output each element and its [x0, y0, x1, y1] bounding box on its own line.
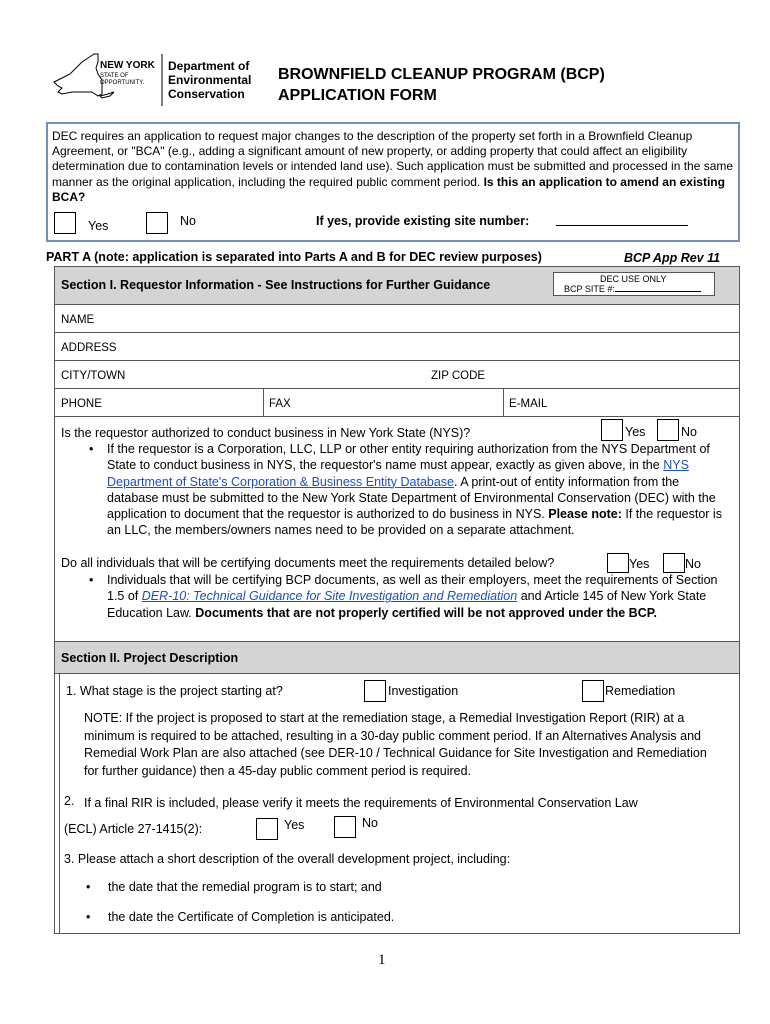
rir-no-label: No: [362, 816, 378, 830]
amend-bca-options: [54, 212, 734, 238]
city-zip-row[interactable]: [55, 361, 739, 389]
amend-question: Is this an application to amend an existing BCA?: [52, 174, 725, 204]
nys-authorized-yes-label: Yes: [625, 425, 646, 439]
investigation-checkbox[interactable]: [364, 680, 386, 702]
logo-dept-line2: Environmental: [168, 73, 252, 87]
nys-dec-logo: [52, 48, 262, 110]
rir-yes-label: Yes: [284, 818, 305, 832]
rir-question-line1: If a final RIR is included, please verify it meets the requirements of Environmental Conservation Law: [84, 796, 638, 810]
nys-authorized-no-label: No: [681, 425, 697, 439]
site-number-field[interactable]: [556, 225, 688, 226]
amend-no-checkbox[interactable]: [146, 212, 168, 234]
section-1-title: Section I. Requestor Information - See Instructions for Further Guidance: [61, 278, 491, 292]
investigation-label: Investigation: [388, 684, 459, 698]
section-2-title: Section II. Project Description: [61, 651, 239, 665]
certifying-no-label: No: [685, 557, 701, 571]
site-number-label: If yes, provide existing site number:: [316, 214, 530, 228]
section-2-project: [54, 642, 740, 934]
certifying-question: Do all individuals that will be certifying documents meet the requirements detailed below?: [61, 556, 555, 570]
certifying-no-checkbox[interactable]: [663, 553, 685, 573]
logo-dept-line3: Conservation: [168, 87, 245, 101]
bullet-dot: •: [86, 880, 91, 894]
please-note: Please note:: [548, 507, 622, 522]
phone-fax-email-row[interactable]: [55, 389, 739, 417]
form-title-line1: BROWNFIELD CLEANUP PROGRAM (BCP): [278, 66, 605, 83]
phone-label: PHONE: [61, 398, 102, 410]
bullet-dot: •: [86, 910, 91, 924]
bcp-site-label: BCP SITE #:: [564, 284, 615, 294]
dec-use-only-label: DEC USE ONLY: [600, 274, 667, 284]
email-label: E-MAIL: [509, 398, 548, 410]
name-field[interactable]: [55, 305, 739, 333]
address-field[interactable]: [55, 333, 739, 361]
coc-date-bullet: the date the Certificate of Completion is anticipated.: [108, 910, 395, 924]
fax-label: FAX: [269, 398, 291, 410]
certifying-bullet: • Individuals that will be certifying BCP documents, as well as their employers, meet the requirements of Section 1.5 of DER-10: Technical Guidance for Site Investigation and Remediation and Article 145 of New York State Education Law. Documents that are not properly certified will be not approved under the BCP.: [107, 572, 733, 621]
address-label: ADDRESS: [61, 342, 117, 354]
rir-no-checkbox[interactable]: [334, 816, 356, 838]
logo-text-opportunity: OPPORTUNITY.: [100, 80, 145, 86]
page-number: 1: [378, 952, 386, 968]
nys-authorized-question: Is the requestor authorized to conduct business in New York State (NYS)?: [61, 426, 471, 440]
logo-dept-line1: Department of: [168, 59, 250, 73]
certifying-yes-checkbox[interactable]: [607, 553, 629, 573]
der10-link[interactable]: DER-10: Technical Guidance for Site Investigation and Remediation: [141, 589, 518, 604]
certifying-yes-label: Yes: [629, 557, 650, 571]
logo-text-ny: NEW YORK: [100, 60, 155, 71]
dos-database-link[interactable]: NYS Department of State's Corporation & Business Entity Database: [107, 458, 689, 489]
intro-text: DEC requires an application to request major changes to the description of the property set forth in a Brownfield Cleanup Agreement, or "BCA" (e.g., adding a significant amount of new property, or adding property that could affect an eligibility determination due to contamination levels or intended land use). Such application must be submitted and processed in the same manner as the original application, including the required public comment period. Is this an application to amend an existing BCA?: [52, 129, 734, 204]
remedial-start-bullet: the date that the remedial program is to start; and: [108, 880, 382, 894]
remediation-label: Remediation: [605, 684, 676, 698]
section-2-body: [59, 674, 741, 934]
city-label: CITY/TOWN: [61, 370, 126, 382]
logo-text-state: STATE OF: [100, 73, 129, 79]
development-question: 3. Please attach a short description of the overall development project, including:: [64, 852, 511, 866]
part-a-note: PART A (note: application is separated into Parts A and B for DEC review purposes): [46, 250, 542, 264]
section-2-header: [55, 642, 739, 674]
rir-yes-checkbox[interactable]: [256, 818, 278, 840]
form-title-line2: APPLICATION FORM: [278, 87, 437, 104]
stage-question: 1. What stage is the project starting at?: [66, 684, 283, 698]
rir-question-line2: (ECL) Article 27-1415(2):: [64, 822, 203, 836]
revision-label: BCP App Rev 11: [624, 251, 721, 265]
rir-question-number: 2.: [64, 794, 75, 808]
corporation-bullet: • If the requestor is a Corporation, LLC, LLP or other entity requiring authorization from the NYS Department of State to conduct business in NYS, the requestor's name must appear, exactly as given above, in the NYS Department of State's Corporation & Business Entity Database. A print-out of entity information from the database must be submitted to the New York State Department of Environmental Conservation (DEC) with the application to document that the requestor is authorized to do business in NYS. Please note: If the requestor is an LLC, the members/owners names need to be provided on a separate attachment.: [107, 441, 733, 539]
zip-label: ZIP CODE: [431, 370, 486, 382]
section-1-requestor: [54, 266, 740, 642]
nys-authorized-yes-checkbox[interactable]: [601, 419, 623, 441]
certified-warning: Documents that are not properly certified will be not approved under the BCP.: [195, 605, 657, 620]
remediation-checkbox[interactable]: [582, 680, 604, 702]
amendment-intro-box: [46, 122, 740, 242]
amend-yes-checkbox[interactable]: [54, 212, 76, 234]
amend-no-label: No: [180, 214, 196, 228]
dec-use-only-box: [553, 272, 715, 296]
name-label: NAME: [61, 314, 95, 326]
section-1-header: [55, 267, 739, 305]
amend-yes-label: Yes: [88, 219, 109, 233]
form-title: [278, 64, 605, 106]
remediation-note: NOTE: If the project is proposed to start at the remediation stage, a Remedial Investigation Report (RIR) at a minimum is required to be attached, resulting in a 30-day public comment period. If an Alternatives Analysis and Remedial Work Plan are also attached (see DER-10 / Technical Guidance for Site Investigation and Remediation for further guidance) then a 45-day public comment period is required.: [84, 711, 707, 778]
nys-authorized-no-checkbox[interactable]: [657, 419, 679, 441]
